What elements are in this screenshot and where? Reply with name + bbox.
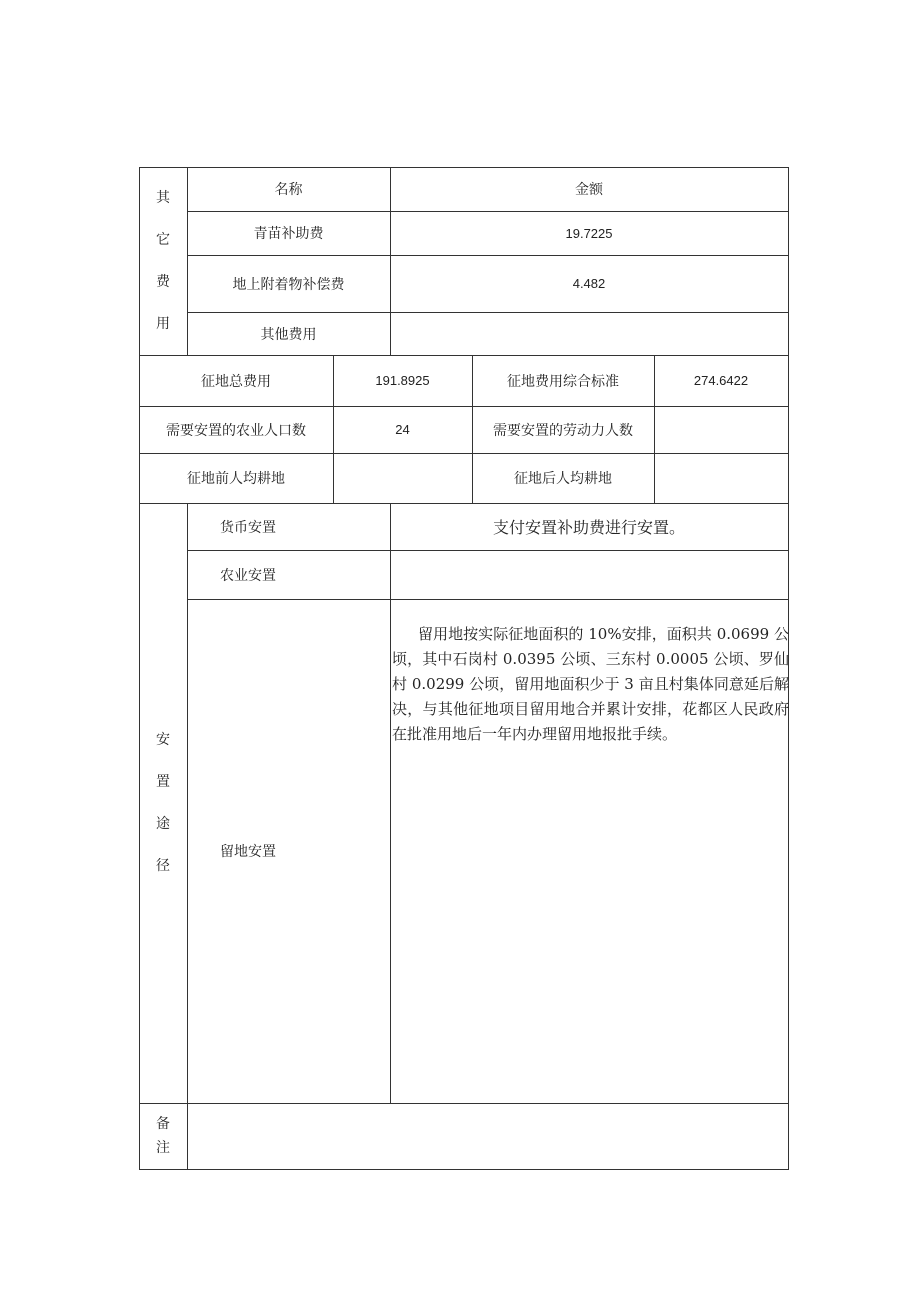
- labor-label: 需要安置的劳动力人数: [493, 422, 633, 439]
- agri-pop-value: 24: [395, 422, 410, 437]
- before-land-label: 征地前人均耕地: [187, 471, 285, 487]
- side-char: 注: [156, 1140, 170, 1156]
- side-char: 备: [156, 1116, 170, 1132]
- reserved-text: [392, 622, 789, 747]
- side-char: 它: [156, 232, 170, 248]
- agri-pop-label: 需要安置的农业人口数: [166, 422, 306, 439]
- side-char: 径: [156, 858, 170, 874]
- agricultural-text: [390, 550, 788, 599]
- side-char: 用: [156, 316, 170, 332]
- monetary-label: 货币安置: [220, 519, 276, 536]
- after-land-label: 征地后人均耕地: [514, 471, 612, 487]
- before-land-value: [333, 453, 472, 503]
- total-fee-value: 191.8925: [375, 373, 430, 388]
- agricultural-label: 农业安置: [220, 567, 276, 584]
- side-char: 其: [156, 190, 170, 206]
- fee-amount-other: [390, 312, 788, 355]
- standard-value: 274.6422: [693, 373, 749, 388]
- side-char: 安: [156, 732, 170, 748]
- standard-label: 征地费用综合标准: [507, 373, 619, 390]
- fee-amount-seedling: 19.7225: [565, 225, 613, 241]
- remarks-side-label: [139, 1103, 187, 1169]
- side-char: 途: [156, 816, 170, 832]
- col-header-name: 名称: [274, 182, 303, 198]
- after-land-value: [654, 453, 788, 503]
- side-char: 置: [156, 774, 170, 790]
- resettlement-side-label: [139, 503, 187, 1103]
- other-fees-side-label: [139, 167, 187, 355]
- fee-name-seedling: 青苗补助费: [253, 226, 324, 242]
- fee-amount-attachments: 4.482: [572, 276, 606, 291]
- remarks-text: [187, 1103, 788, 1169]
- reserved-paragraph: 留用地按实际征地面积的 10%安排，面积共 0.0699 公顷，其中石岗村 0.0395 公顷、三东村 0.0005 公顷、罗仙村 0.0299 公顷，留用地面积少于 3 亩且村集体同意延后解决，与其他征地项目留用地合并累计安排，花都区人民政府在批准用地后一年内办理留用地报批手续。: [392, 625, 789, 743]
- land-acquisition-table: [139, 167, 789, 1170]
- col-header-amount: 金额: [575, 182, 603, 198]
- reserved-label: 留地安置: [220, 844, 276, 860]
- fee-name-attachments: 地上附着物补偿费: [232, 276, 345, 293]
- fee-name-other: 其他费用: [260, 326, 317, 343]
- total-fee-label: 征地总费用: [201, 373, 271, 390]
- side-char: 费: [156, 274, 170, 290]
- monetary-text: 支付安置补助费进行安置。: [492, 518, 685, 537]
- labor-value: [654, 406, 788, 453]
